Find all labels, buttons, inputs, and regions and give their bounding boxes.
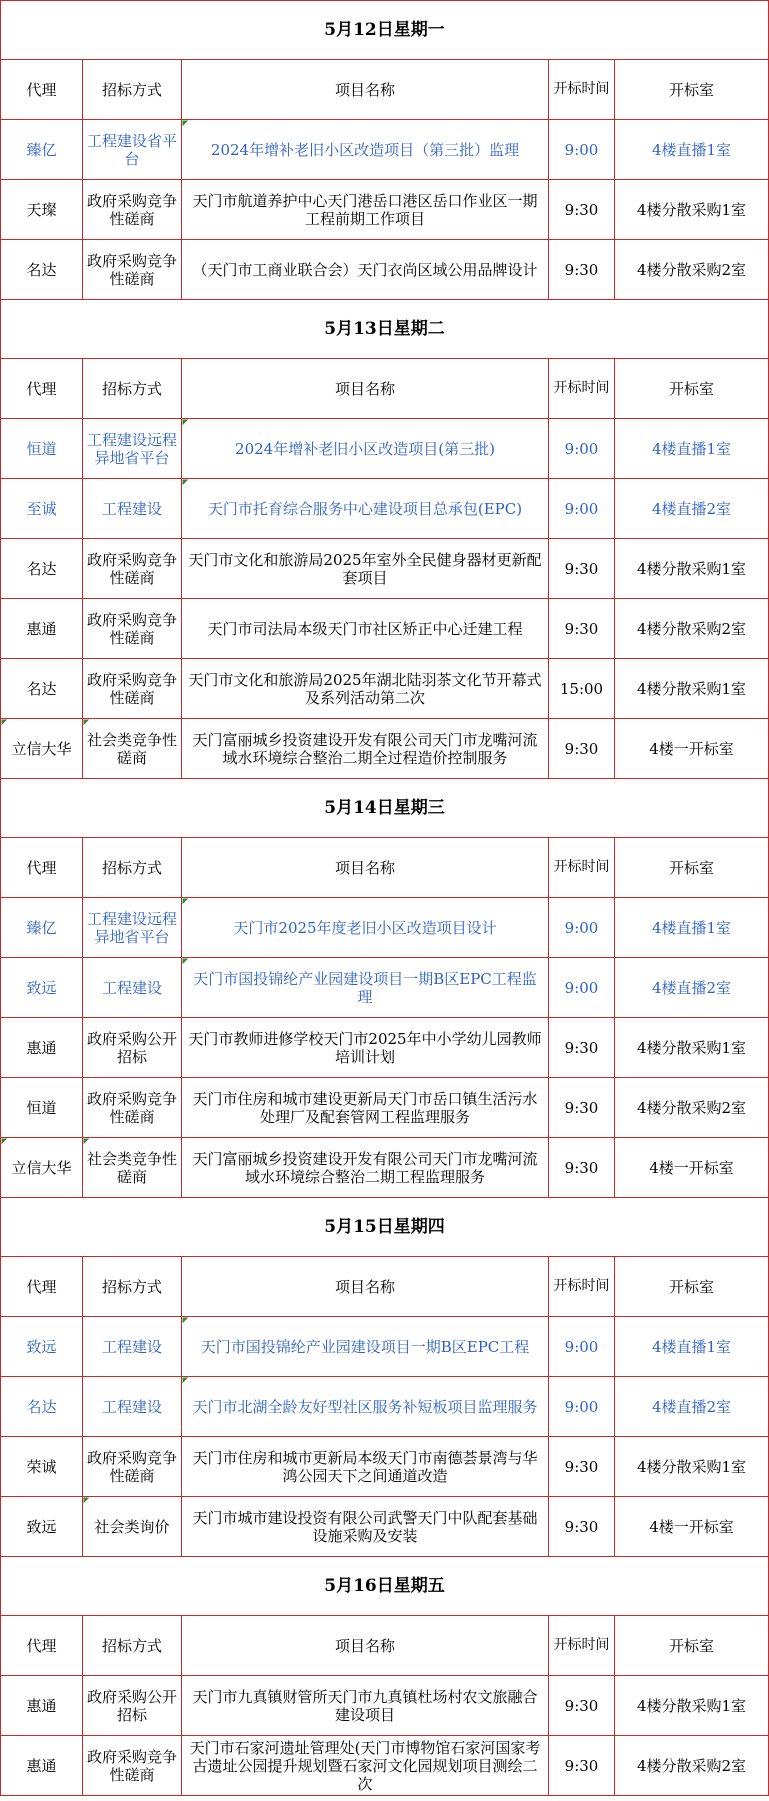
method-cell: 工程建设	[83, 1317, 182, 1377]
method-cell: 政府采购竞争性磋商	[83, 240, 182, 300]
day-title: 5月14日星期三	[1, 779, 769, 838]
col-time-header: 开标时间	[549, 1257, 615, 1317]
table-row	[1, 240, 769, 300]
table-row	[1, 419, 769, 479]
room-cell: 4楼一开标室	[615, 719, 769, 779]
column-header-row	[1, 1257, 769, 1317]
room-cell: 4楼直播1室	[615, 120, 769, 180]
method-cell: 工程建设	[83, 1377, 182, 1437]
day-title: 5月16日星期五	[1, 1557, 769, 1616]
time-cell: 9:00	[549, 1377, 615, 1437]
table-row	[1, 1497, 769, 1557]
col-project-header: 项目名称	[182, 1257, 549, 1317]
project-cell: 天门市住房和城市建设更新局天门市岳口镇生活污水处理厂及配套管网工程监理服务	[182, 1078, 549, 1138]
method-cell: 政府采购竞争性磋商	[83, 1078, 182, 1138]
col-method-header: 招标方式	[83, 359, 182, 419]
agent-cell: 致远	[1, 1317, 83, 1377]
table-row	[1, 898, 769, 958]
col-room-header: 开标室	[615, 1616, 769, 1676]
agent-cell: 惠通	[1, 599, 83, 659]
day-header-row	[1, 1, 769, 60]
time-cell: 9:30	[549, 1437, 615, 1497]
method-cell: 社会类询价	[83, 1497, 182, 1557]
time-cell: 9:30	[549, 240, 615, 300]
day-title: 5月15日星期四	[1, 1198, 769, 1257]
agent-cell: 惠通	[1, 1676, 83, 1736]
col-project-header: 项目名称	[182, 838, 549, 898]
table-row	[1, 1078, 769, 1138]
table-row	[1, 1317, 769, 1377]
project-cell: 天门市文化和旅游局2025年湖北陆羽茶文化节开幕式及系列活动第二次	[182, 659, 549, 719]
col-agent-header: 代理	[1, 838, 83, 898]
agent-cell: 名达	[1, 240, 83, 300]
room-cell: 4楼一开标室	[615, 1138, 769, 1198]
project-cell: 天门富丽城乡投资建设开发有限公司天门市龙嘴河流域水环境综合整治二期工程监理服务	[182, 1138, 549, 1198]
table-row	[1, 1377, 769, 1437]
method-cell: 政府采购竞争性磋商	[83, 599, 182, 659]
time-cell: 9:00	[549, 479, 615, 539]
col-project-header: 项目名称	[182, 60, 549, 120]
project-cell: 2024年增补老旧小区改造项目（第三批）监理	[182, 120, 549, 180]
time-cell: 9:00	[549, 898, 615, 958]
col-time-header: 开标时间	[549, 1616, 615, 1676]
col-project-header: 项目名称	[182, 1616, 549, 1676]
method-cell: 工程建设	[83, 479, 182, 539]
project-cell: 天门市司法局本级天门市社区矫正中心迁建工程	[182, 599, 549, 659]
col-room-header: 开标室	[615, 838, 769, 898]
col-time-header: 开标时间	[549, 838, 615, 898]
method-cell: 政府采购公开招标	[83, 1018, 182, 1078]
method-cell: 社会类竞争性磋商	[83, 1138, 182, 1198]
col-method-header: 招标方式	[83, 1257, 182, 1317]
time-cell: 9:30	[549, 599, 615, 659]
project-cell: 天门市石家河遗址管理处(天门市博物馆石家河国家考古遗址公园提升规划暨石家河文化园规划项目测绘二次	[182, 1736, 549, 1796]
day-header-row	[1, 300, 769, 359]
table-row	[1, 719, 769, 779]
time-cell: 9:30	[549, 180, 615, 240]
table-row	[1, 1676, 769, 1736]
method-cell: 政府采购竞争性磋商	[83, 539, 182, 599]
table-row	[1, 539, 769, 599]
table-row	[1, 1437, 769, 1497]
agent-cell: 名达	[1, 539, 83, 599]
method-cell: 政府采购竞争性磋商	[83, 180, 182, 240]
project-cell: 天门市北湖全龄友好型社区服务补短板项目监理服务	[182, 1377, 549, 1437]
room-cell: 4楼分散采购1室	[615, 180, 769, 240]
project-cell: 天门市2025年度老旧小区改造项目设计	[182, 898, 549, 958]
room-cell: 4楼分散采购2室	[615, 240, 769, 300]
col-project-header: 项目名称	[182, 359, 549, 419]
room-cell: 4楼分散采购2室	[615, 1736, 769, 1796]
day-header-row	[1, 1557, 769, 1616]
table-row	[1, 1018, 769, 1078]
time-cell: 9:30	[549, 1138, 615, 1198]
project-cell: 天门市城市建设投资有限公司武警天门中队配套基础设施采购及安装	[182, 1497, 549, 1557]
agent-cell: 臻亿	[1, 120, 83, 180]
method-cell: 工程建设远程异地省平台	[83, 419, 182, 479]
col-method-header: 招标方式	[83, 1616, 182, 1676]
time-cell: 9:30	[549, 719, 615, 779]
col-room-header: 开标室	[615, 359, 769, 419]
col-method-header: 招标方式	[83, 60, 182, 120]
method-cell: 工程建设	[83, 958, 182, 1018]
room-cell: 4楼分散采购2室	[615, 599, 769, 659]
time-cell: 15:00	[549, 659, 615, 719]
room-cell: 4楼分散采购2室	[615, 1078, 769, 1138]
day-header-row	[1, 1198, 769, 1257]
col-agent-header: 代理	[1, 60, 83, 120]
col-room-header: 开标室	[615, 1257, 769, 1317]
col-time-header: 开标时间	[549, 359, 615, 419]
day-title: 5月12日星期一	[1, 1, 769, 60]
project-cell: 天门市教师进修学校天门市2025年中小学幼儿园教师培训计划	[182, 1018, 549, 1078]
room-cell: 4楼直播1室	[615, 898, 769, 958]
table-row	[1, 120, 769, 180]
agent-cell: 致远	[1, 958, 83, 1018]
method-cell: 政府采购竞争性磋商	[83, 1736, 182, 1796]
room-cell: 4楼直播2室	[615, 479, 769, 539]
day-title: 5月13日星期二	[1, 300, 769, 359]
project-cell: 天门市九真镇财管所天门市九真镇杜场村农文旅融合建设项目	[182, 1676, 549, 1736]
time-cell: 9:30	[549, 1018, 615, 1078]
room-cell: 4楼分散采购1室	[615, 1018, 769, 1078]
table-row	[1, 180, 769, 240]
col-room-header: 开标室	[615, 60, 769, 120]
room-cell: 4楼分散采购1室	[615, 1676, 769, 1736]
time-cell: 9:00	[549, 958, 615, 1018]
agent-cell: 至诚	[1, 479, 83, 539]
time-cell: 9:00	[549, 120, 615, 180]
project-cell: 天门市文化和旅游局2025年室外全民健身器材更新配套项目	[182, 539, 549, 599]
project-cell: 2024年增补老旧小区改造项目(第三批)	[182, 419, 549, 479]
time-cell: 9:00	[549, 1317, 615, 1377]
room-cell: 4楼直播1室	[615, 419, 769, 479]
col-agent-header: 代理	[1, 1257, 83, 1317]
table-row	[1, 1138, 769, 1198]
room-cell: 4楼分散采购1室	[615, 1437, 769, 1497]
project-cell: 天门富丽城乡投资建设开发有限公司天门市龙嘴河流域水环境综合整治二期全过程造价控制服务	[182, 719, 549, 779]
time-cell: 9:30	[549, 1078, 615, 1138]
table-row	[1, 659, 769, 719]
room-cell: 4楼分散采购1室	[615, 659, 769, 719]
col-time-header: 开标时间	[549, 60, 615, 120]
room-cell: 4楼一开标室	[615, 1497, 769, 1557]
agent-cell: 名达	[1, 1377, 83, 1437]
column-header-row	[1, 359, 769, 419]
project-cell: 天门市国投锦纶产业园建设项目一期B区EPC工程	[182, 1317, 549, 1377]
agent-cell: 致远	[1, 1497, 83, 1557]
method-cell: 工程建设远程异地省平台	[83, 898, 182, 958]
time-cell: 9:30	[549, 1736, 615, 1796]
project-cell: 天门市航道养护中心天门港岳口港区岳口作业区一期工程前期工作项目	[182, 180, 549, 240]
room-cell: 4楼分散采购1室	[615, 539, 769, 599]
room-cell: 4楼直播1室	[615, 1317, 769, 1377]
column-header-row	[1, 1616, 769, 1676]
method-cell: 工程建设省平台	[83, 120, 182, 180]
day-header-row	[1, 779, 769, 838]
agent-cell: 恒道	[1, 1078, 83, 1138]
col-agent-header: 代理	[1, 359, 83, 419]
method-cell: 社会类竞争性磋商	[83, 719, 182, 779]
time-cell: 9:00	[549, 419, 615, 479]
room-cell: 4楼直播2室	[615, 1377, 769, 1437]
table-row	[1, 599, 769, 659]
agent-cell: 立信大华	[1, 1138, 83, 1198]
agent-cell: 立信大华	[1, 719, 83, 779]
project-cell: 天门市托育综合服务中心建设项目总承包(EPC)	[182, 479, 549, 539]
method-cell: 政府采购公开招标	[83, 1676, 182, 1736]
col-method-header: 招标方式	[83, 838, 182, 898]
project-cell: 天门市国投锦纶产业园建设项目一期B区EPC工程监理	[182, 958, 549, 1018]
agent-cell: 天璨	[1, 180, 83, 240]
time-cell: 9:30	[549, 1676, 615, 1736]
column-header-row	[1, 838, 769, 898]
method-cell: 政府采购竞争性磋商	[83, 659, 182, 719]
agent-cell: 臻亿	[1, 898, 83, 958]
project-cell: 天门市住房和城市更新局本级天门市南德荟景湾与华鸿公园天下之间通道改造	[182, 1437, 549, 1497]
table-row	[1, 1736, 769, 1796]
agent-cell: 惠通	[1, 1736, 83, 1796]
agent-cell: 恒道	[1, 419, 83, 479]
room-cell: 4楼直播2室	[615, 958, 769, 1018]
col-agent-header: 代理	[1, 1616, 83, 1676]
time-cell: 9:30	[549, 1497, 615, 1557]
project-cell: （天门市工商业联合会）天门衣尚区域公用品牌设计	[182, 240, 549, 300]
column-header-row	[1, 60, 769, 120]
agent-cell: 名达	[1, 659, 83, 719]
time-cell: 9:30	[549, 539, 615, 599]
agent-cell: 惠通	[1, 1018, 83, 1078]
method-cell: 政府采购竞争性磋商	[83, 1437, 182, 1497]
table-row	[1, 958, 769, 1018]
table-row	[1, 479, 769, 539]
agent-cell: 荣诚	[1, 1437, 83, 1497]
